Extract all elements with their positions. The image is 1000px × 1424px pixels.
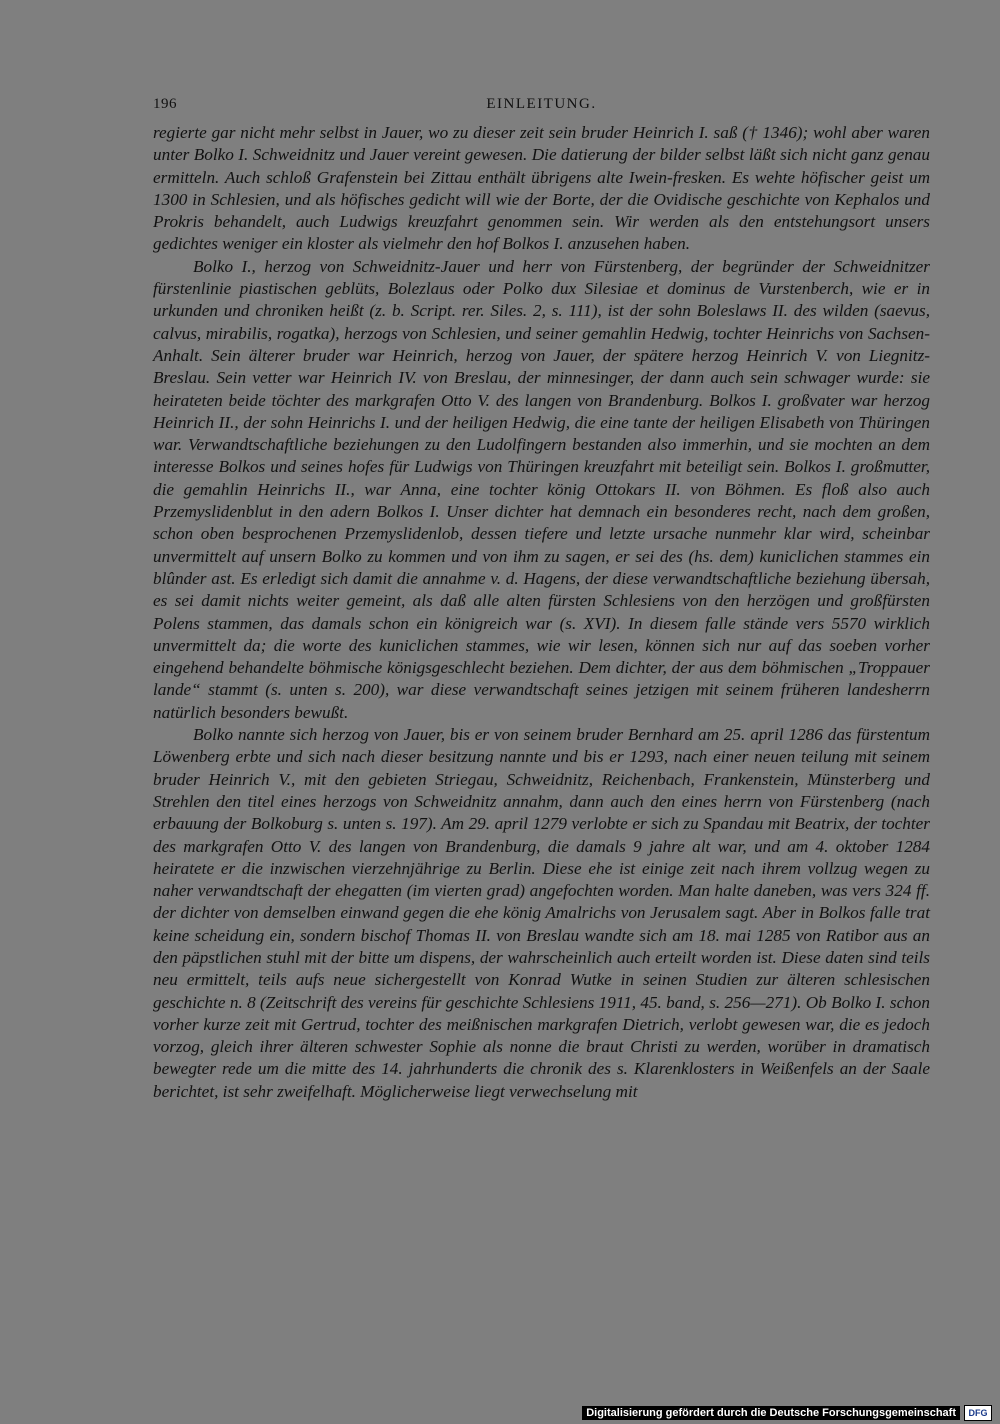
dfg-logo-text: DFG: [968, 1408, 988, 1418]
running-head: EINLEITUNG.: [486, 96, 597, 112]
page-header: [153, 96, 930, 120]
paragraph-1: regierte gar nicht mehr selbst in Jauer, wo zu dieser zeit sein bruder Heinrich I. saß († 1346); wohl aber waren unter Bolko I. Schweidnitz und Jauer vereint gewesen. Die datierung der bilder selbst läßt sich nicht ganz genau ermitteln. Auch schloß Grafenstein bei Zittau enthält übrigens alte Iwein-fresken. Es wehte höfischer geist um 1300 in Schlesien, und als höfisches gedicht will wie der Borte, der die Ovidische geschichte von Kephalos und Prokris behandelt, auch Ludwigs kreuzfahrt genommen sein. Wir werden als den entstehungsort unsers gedichtes weniger ein kloster als vielmehr den hof Bolkos I. anzusehen haben.: [153, 123, 930, 254]
footer-credit: [582, 1405, 992, 1421]
page-number: 196: [153, 96, 177, 112]
body-text: [153, 122, 930, 1103]
dfg-logo-icon: [964, 1405, 992, 1421]
funding-notice: Digitalisierung gefördert durch die Deutsche Forschungsgemeinschaft: [582, 1406, 960, 1420]
paragraph-3: Bolko nannte sich herzog von Jauer, bis er von seinem bruder Bernhard am 25. april 1286 das fürstentum Löwenberg erbte und sich nach dieser besitzung nannte und bis er 1293, nach einer neuen teilung mit seinem bruder Heinrich V., mit den gebieten Striegau, Schweidnitz, Reichenbach, Frankenstein, Münsterberg und Strehlen den titel eines herzogs von Schweidnitz annahm, dann auch den eines herrn von Fürstenberg (nach erbauung der Bolkoburg s. unten s. 197). Am 29. april 1279 verlobte er sich zu Spandau mit Beatrix, der tochter des markgrafen Otto V. des langen von Brandenburg, die damals 9 jahre alt war, und am 4. oktober 1284 heiratete er die inzwischen vierzehnjährige zu Berlin. Diese ehe ist einige zeit nach ihrem vollzug wegen zu naher verwandtschaft der ehegatten (im vierten grad) angefochten worden. Man halte daneben, was vers 324 ff. der dichter von demselben einwand gegen die ehe könig Amalrichs von Jerusalem sagt. Aber in Bolkos falle trat keine scheidung ein, sondern bischof Thomas II. von Breslau wandte sich am 18. mai 1285 von Ratibor aus an den päpstlichen stuhl mit der bitte um dispens, der wahrscheinlich auch erteilt worden ist. Diese daten sind teils neu ermittelt, teils aufs neue sichergestellt von Konrad Wutke in seinen Studien zur älteren schlesischen geschichte n. 8 (Zeitschrift des vereins für geschichte Schlesiens 1911, 45. band, s. 256—271). Ob Bolko I. schon vorher kurze zeit mit Gertrud, tochter des meißnischen markgrafen Dietrich, verlobt gewesen war, die es jedoch vorzog, gleich ihrer älteren schwester Sophie als nonne die braut Christi zu werden, worüber in dramatisch bewegter rede um die mitte des 14. jahrhunderts die chronik des s. Klarenklosters in Weißenfels an der Saale berichtet, ist sehr zweifelhaft. Möglicherweise liegt verwechselung mit: [153, 725, 930, 1101]
paragraph-2: Bolko I., herzog von Schweidnitz-Jauer und herr von Fürstenberg, der begründer der Schweidnitzer fürstenlinie piastischen geblüts, Bolezlaus oder Polko dux Silesiae et dominus de Vurstenberch, wie er in urkunden und chroniken heißt (z. b. Script. rer. Siles. 2, s. 111), ist der sohn Boleslaws II. des wilden (saevus, calvus, mirabilis, rogatka), herzogs von Schlesien, und seiner gemahlin Hedwig, tochter Heinrichs von Sachsen-Anhalt. Sein älterer bruder war Heinrich, herzog von Jauer, der spätere herzog Heinrich V. von Liegnitz-Breslau. Sein vetter war Heinrich IV. von Breslau, der minnesinger, der dann auch sein schwager wurde: sie heirateten beide töchter des markgrafen Otto V. des langen von Brandenburg. Bolkos I. großvater war herzog Heinrich II., der sohn Heinrichs I. und der heiligen Hedwig, die eine tante der heiligen Elisabeth von Thüringen war. Verwandtschaftliche beziehungen zu den Ludolfingern bestanden also immerhin, und sie mochten an dem interesse Bolkos und seines hofes für Ludwigs von Thüringen kreuzfahrt mit beteiligt sein. Bolkos I. großmutter, die gemahlin Heinrichs II., war Anna, eine tochter könig Ottokars II. von Böhmen. Es floß also auch Przemyslidenblut in den adern Bolkos I. Unser dichter hat demnach ein besonderes recht, nach dem großen, schon oben besprochenen Przemyslidenlob, dessen tiefere und letzte ursache nunmehr klar wird, scheinbar unvermittelt auf unsern Bolko zu kommen und von ihm zu sagen, er sei des (hs. dem) kuniclichen stammes ein blûnder ast. Es erledigt sich damit die annahme v. d. Hagens, der diese verwandtschaftliche beziehung übersah, es sei damit nichts weiter gemeint, als daß alle alten fürsten Schlesiens von den herzögen und großfürsten Polens stammen, das damals schon ein königreich war (s. XVI). In diesem falle stände vers 5570 wirklich unvermittelt da; die worte des kuniclichen stammes, wie wir lesen, können sich nur auf das soeben vorher eingehend behandelte böhmische königsgeschlecht beziehen. Dem dichter, der aus dem böhmischen „Troppauer lande“ stammt (s. unten s. 200), war diese verwandtschaft seines jetzigen mit seinem früheren landesherrn natürlich besonders bewußt.: [153, 256, 930, 722]
